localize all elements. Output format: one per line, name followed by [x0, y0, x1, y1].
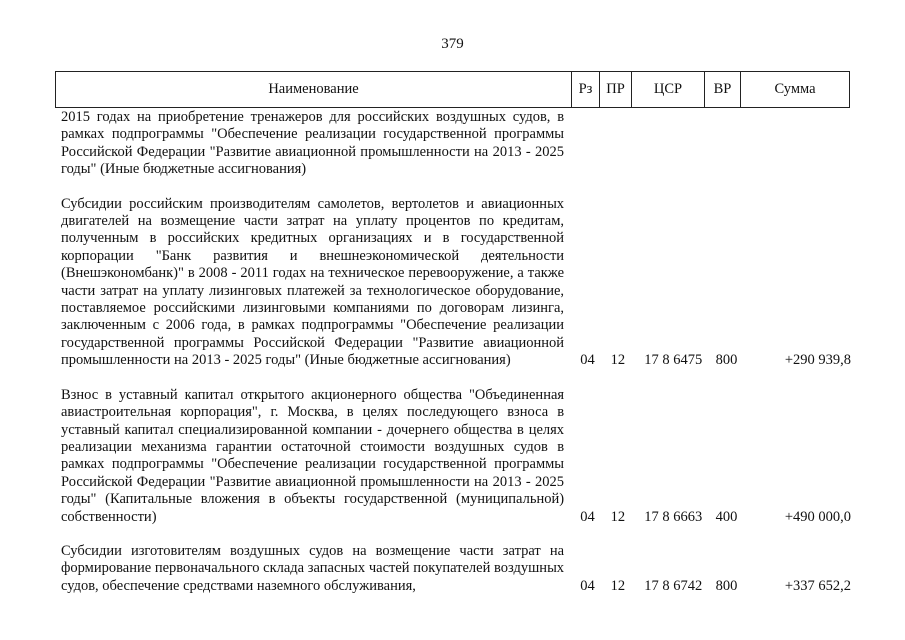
header-name: Наименование: [55, 72, 571, 107]
row-name: Субсидии российским производителям самолетов, вертолетов и авиационных двигателей на возмещение части затрат на уплату процентов по кредитам, полученным в российских кредитных организациях и в государственной корпорации "Банк развития и внешнеэкономической деятельности (Внешэкономбанк)" в 2008 - 2011 годах на техническое перевооружение, а также части затрат на уплату лизинговых платежей за технологическое оборудование, поставляемое российскими лизинговыми компаниями по договорам лизинга, заключенным с 2006 года, в рамках подпрограммы "Обеспечение реализации государственной программы Российской Федерации "Развитие авиационной промышленности на 2013 - 2025 годы" (Иные бюджетные ассигнования): [61, 195, 565, 369]
row-sum: +337 652,2: [784, 577, 851, 594]
row-vr: 800: [715, 352, 738, 369]
table-body: [61, 109, 851, 595]
table-row: [61, 196, 851, 370]
row-rz: 04: [580, 577, 595, 594]
row-pr: 12: [610, 577, 626, 594]
row-csr: 17 8 6742: [644, 577, 703, 594]
header-sum: Сумма: [740, 72, 850, 107]
row-name: Субсидии изготовителям воздушных судов на возмещение части затрат на формирование первоначального склада запасных частей покупателей воздушных судов, обеспечение средствами наземного обслуживания,: [61, 542, 565, 594]
row-vr: 400: [715, 508, 738, 525]
table-header: [55, 71, 850, 108]
row-vr: 800: [715, 577, 738, 594]
header-pr: ПР: [599, 72, 631, 107]
row-rz: 04: [580, 508, 595, 525]
row-rz: 04: [580, 352, 595, 369]
row-sum: +290 939,8: [784, 352, 851, 369]
row-name: 2015 годах на приобретение тренажеров для российских воздушных судов, в рамках подпрограммы "Обеспечение реализации государственной программы Российской Федерации "Развитие авиационной промышленности на 2013 - 2025 годы" (Иные бюджетные ассигнования): [61, 109, 565, 178]
header-vr: ВР: [704, 72, 740, 107]
page-number: 379: [441, 36, 464, 52]
header-rz: Рз: [571, 72, 599, 107]
table-row: [61, 387, 851, 526]
row-sum: +490 000,0: [784, 508, 851, 525]
row-pr: 12: [610, 508, 626, 525]
header-csr: ЦСР: [631, 72, 704, 107]
row-name: Взнос в уставный капитал открытого акционерного общества "Объединенная авиастроительная корпорация", г. Москва, в целях последующего взноса в уставный капитал специализированной компании - дочернего общества в целях реализации механизма гарантии остаточной стоимости воздушных судов в рамках подпрограммы "Обеспечение реализации государственной программы Российской Федерации "Развитие авиационной промышленности на 2013 - 2025 годы" (Капитальные вложения в объекты государственной (муниципальной) собственности): [61, 386, 565, 525]
table-row: [61, 543, 851, 595]
row-pr: 12: [610, 352, 626, 369]
table-row: [61, 109, 851, 179]
row-csr: 17 8 6663: [644, 508, 703, 525]
row-csr: 17 8 6475: [644, 352, 703, 369]
